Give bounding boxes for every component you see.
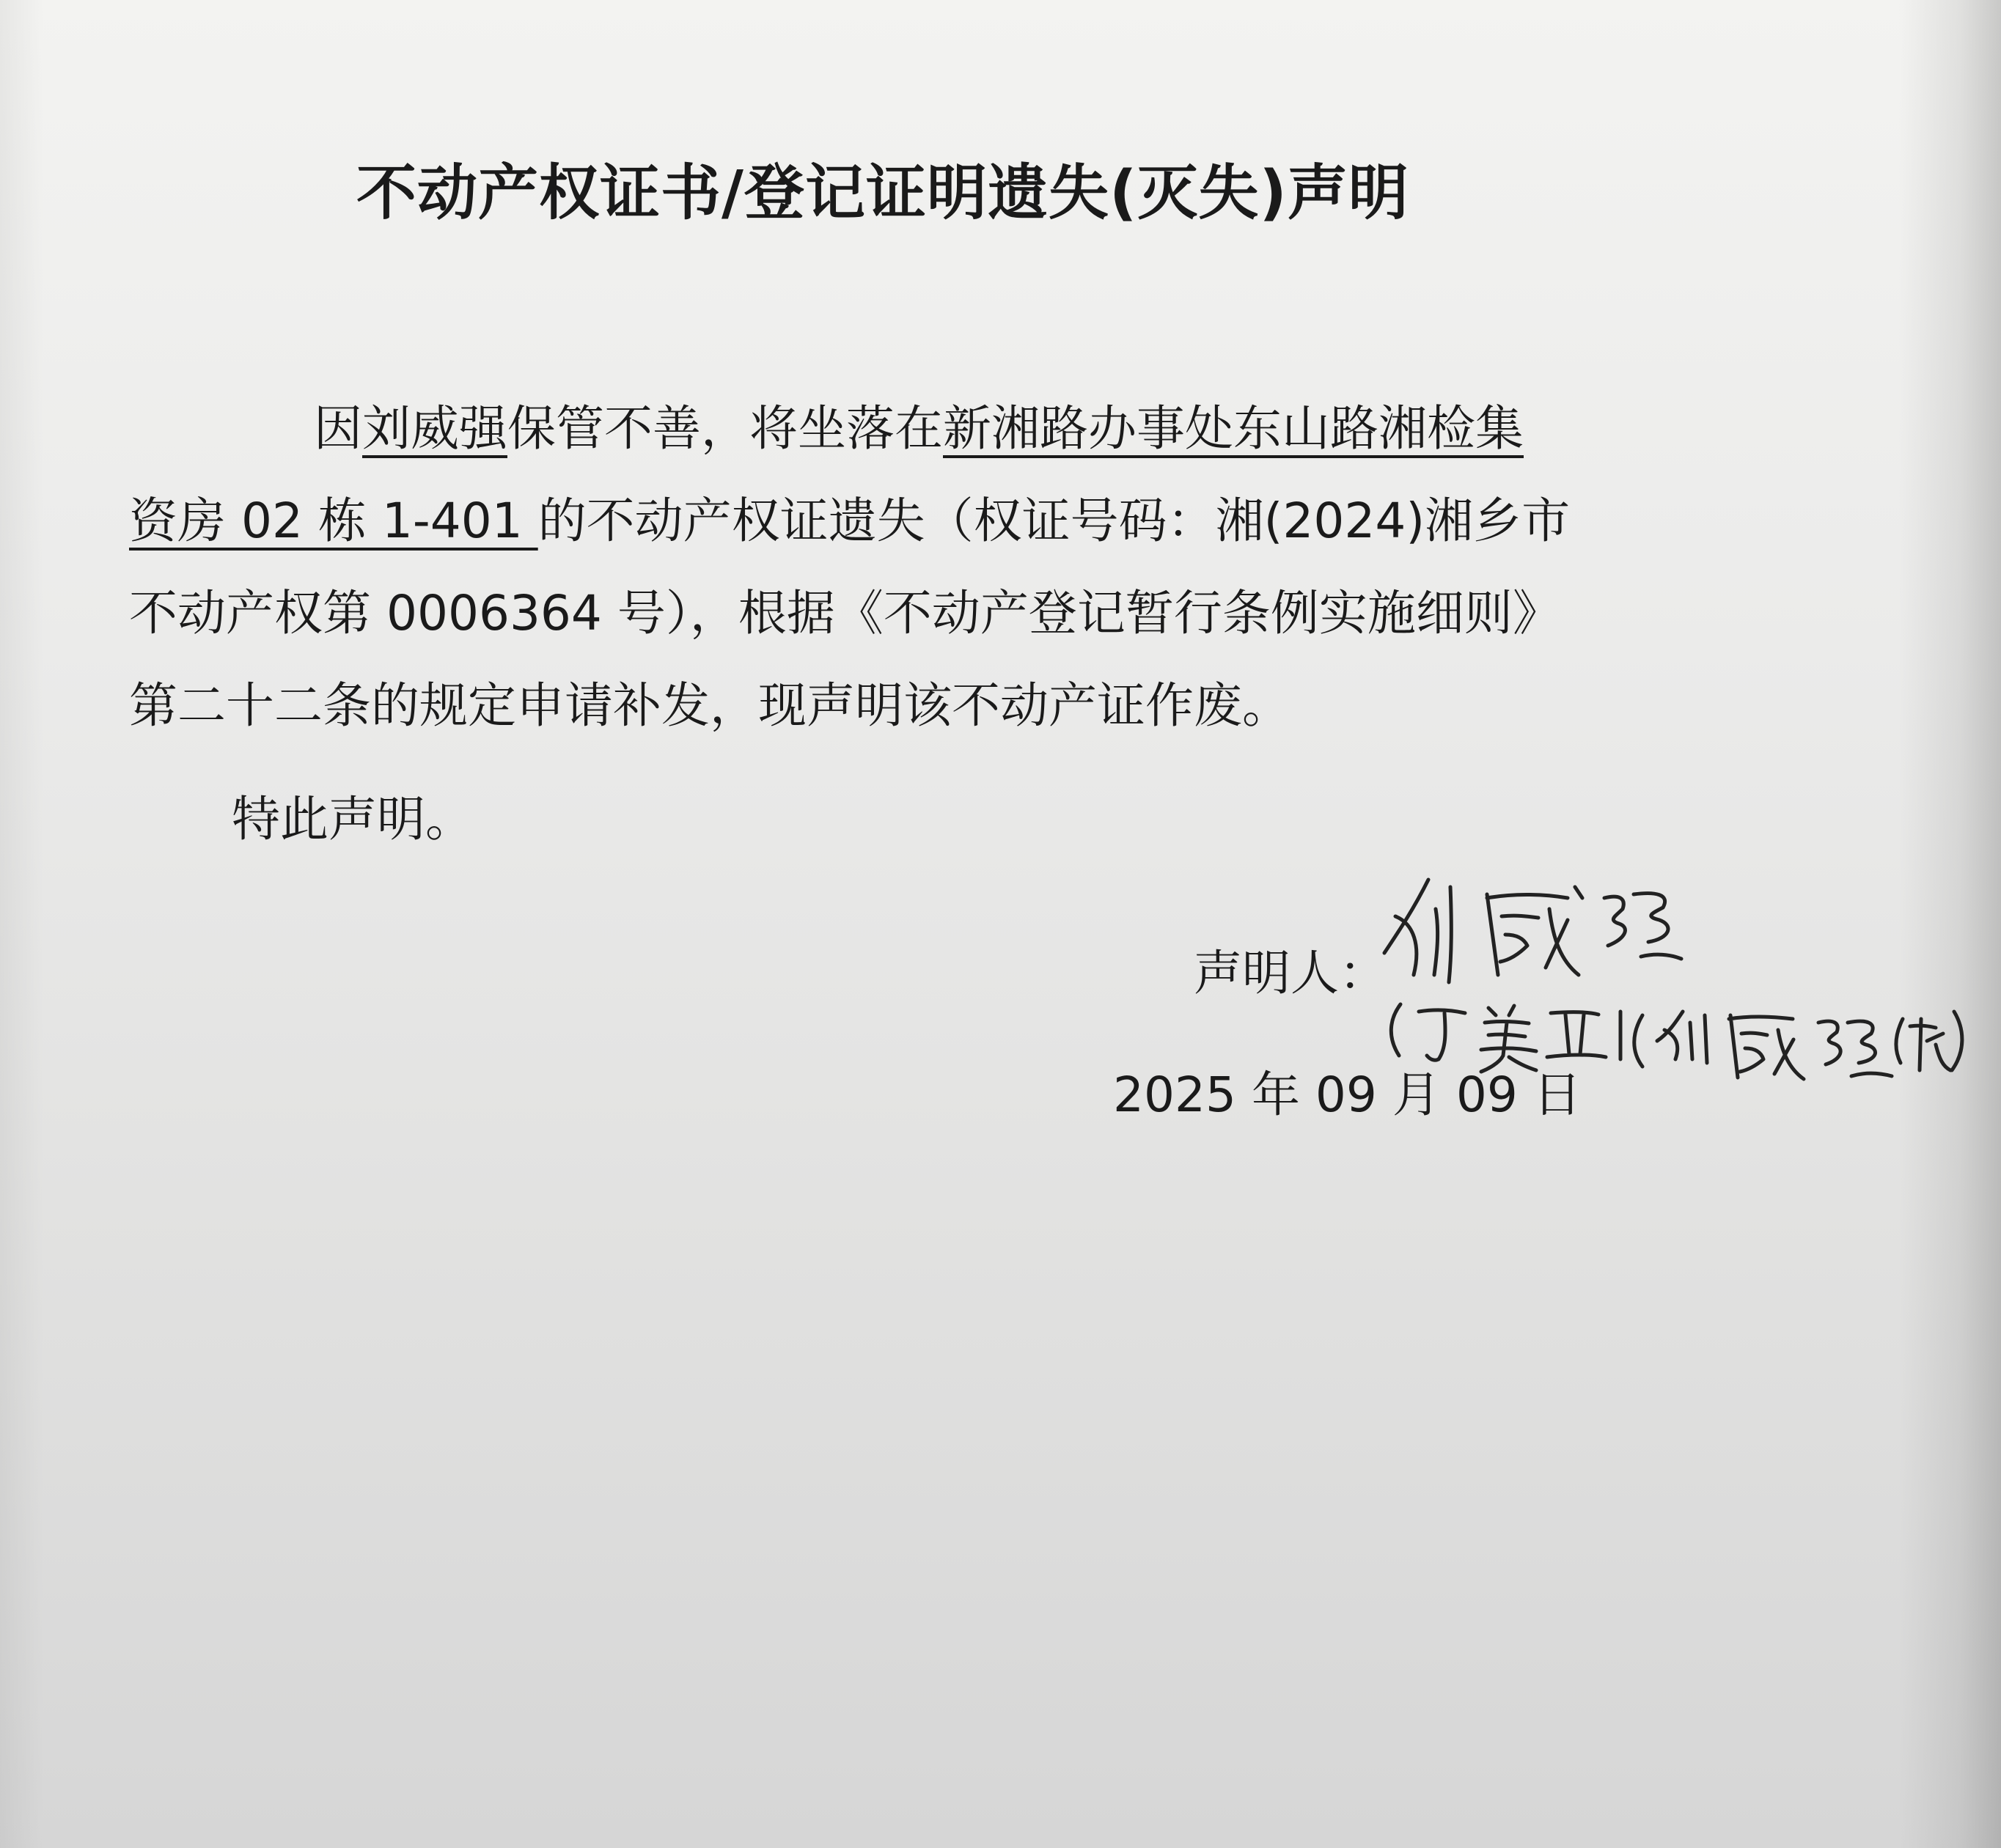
- handwritten-signature: [1370, 865, 1692, 990]
- text-segment: 保管不善，将坐落在: [507, 400, 943, 457]
- text-segment: 的不动产权证遗失（权证号码：湘(2024)湘乡市: [537, 493, 1571, 549]
- property-address-part1: 新湘路办事处东山路湘检集: [943, 400, 1524, 457]
- paragraph-line-4: 第二十二条的规定申请补发，现声明该不动产证作废。: [129, 677, 1290, 734]
- document-title: 不动产权证书/登记证明遗失(灭失)声明: [356, 158, 1409, 228]
- signer-label: 声明人：: [1194, 945, 1387, 1001]
- closing-statement: 特此声明。: [232, 791, 474, 847]
- paragraph-line-2: [129, 475, 1728, 567]
- paragraph-line-3: 不动产权第 0006364 号），根据《不动产登记暂行条例实施细则》: [129, 585, 1561, 641]
- property-address-part2: 资房 02 栋 1-401: [129, 493, 538, 549]
- paper-shadow-right: [1898, 0, 2001, 1848]
- paper-shadow-left: [0, 0, 44, 1848]
- owner-name: 刘威强: [362, 400, 507, 457]
- text-segment: 因: [314, 400, 362, 457]
- paragraph-line-1: [129, 383, 1728, 475]
- statement-paragraph: [129, 383, 1728, 752]
- statement-date: 2025 年 09 月 09 日: [1113, 1067, 1582, 1123]
